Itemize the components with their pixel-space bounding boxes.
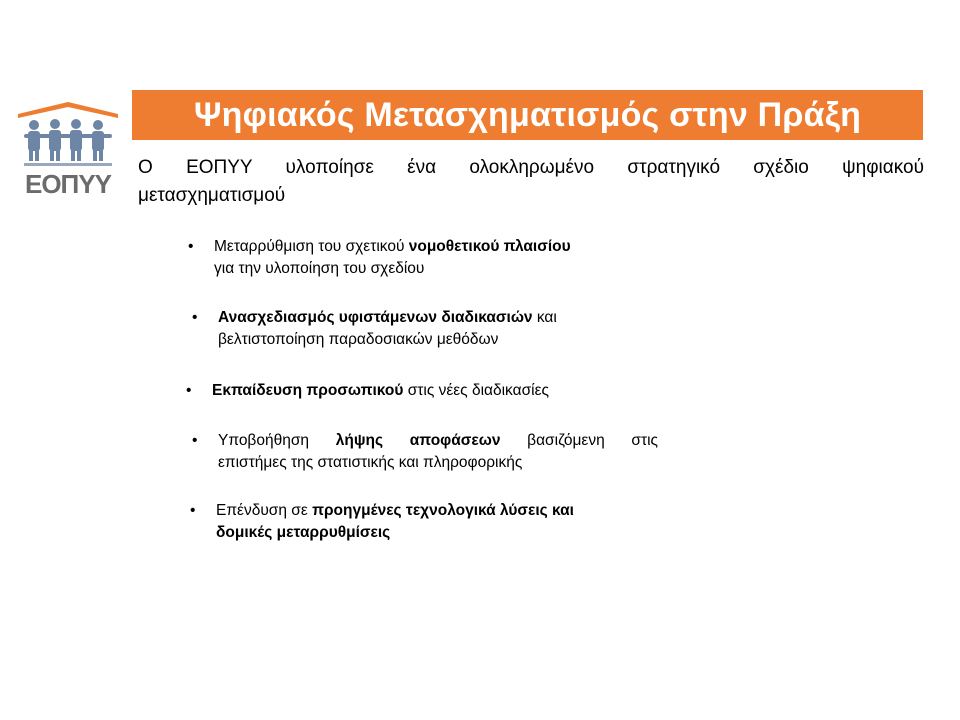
list-item [186, 380, 549, 402]
bullet-line [212, 380, 549, 402]
bullet-text: Μεταρρύθμιση του σχετικού [214, 238, 409, 255]
bullet-icon: • [186, 382, 192, 399]
logo-text: ΕΟΠΥΥ [24, 169, 112, 199]
page-title: Ψηφιακός Μετασχηματισμός στην Πράξη [193, 95, 862, 134]
list-item [192, 307, 557, 351]
bullet-line: για την υλοποίηση του σχεδίου [214, 260, 425, 277]
list-item [192, 430, 659, 474]
list-item [188, 236, 571, 280]
list-item [190, 500, 574, 544]
bullet-icon: • [192, 309, 198, 326]
bullet-bold-text: προηγμένες τεχνολογικά λύσεις και [312, 502, 574, 519]
bullet-text: βασιζόμενη στις [500, 432, 659, 449]
bullet-text: Υποβοήθηση [218, 432, 336, 449]
bullet-line: επιστήμες της στατιστικής και πληροφορικής [218, 454, 523, 471]
bullet-icon: • [188, 238, 194, 255]
bullet-icon: • [190, 502, 196, 519]
bullet-line [216, 500, 574, 522]
bullet-line [218, 307, 557, 329]
bullet-bold-text: λήψης αποφάσεων [335, 432, 501, 449]
eopyy-logo [14, 100, 122, 204]
bullet-line [214, 236, 571, 258]
logo-emblem-icon [14, 100, 122, 170]
bullet-bold-text: Ανασχεδιασμός υφιστάμενων διαδικασιών [218, 309, 533, 326]
title-bar [132, 90, 923, 140]
bullet-line [216, 522, 574, 544]
bullet-text: Επένδυση σε [216, 502, 313, 519]
bullet-icon: • [192, 432, 198, 449]
bullet-bold-text: δομικές μεταρρυθμίσεις [216, 524, 391, 541]
intro-line-1: Ο ΕΟΠΥΥ υλοποίησε ένα ολοκληρωμένο στρατηγικό σχέδιο ψηφιακού [138, 157, 924, 178]
bullet-bold-text: νομοθετικού πλαισίου [408, 238, 571, 255]
intro-paragraph [138, 154, 924, 210]
bullet-line [218, 430, 658, 452]
bullet-text: στις νέες διαδικασίες [403, 382, 549, 399]
bullet-bold-text: Εκπαίδευση προσωπικού [212, 382, 404, 399]
bullet-text: και [532, 309, 557, 326]
bullet-line: βελτιστοποίηση παραδοσιακών μεθόδων [218, 331, 499, 348]
intro-line-2: μετασχηματισμού [138, 185, 286, 206]
